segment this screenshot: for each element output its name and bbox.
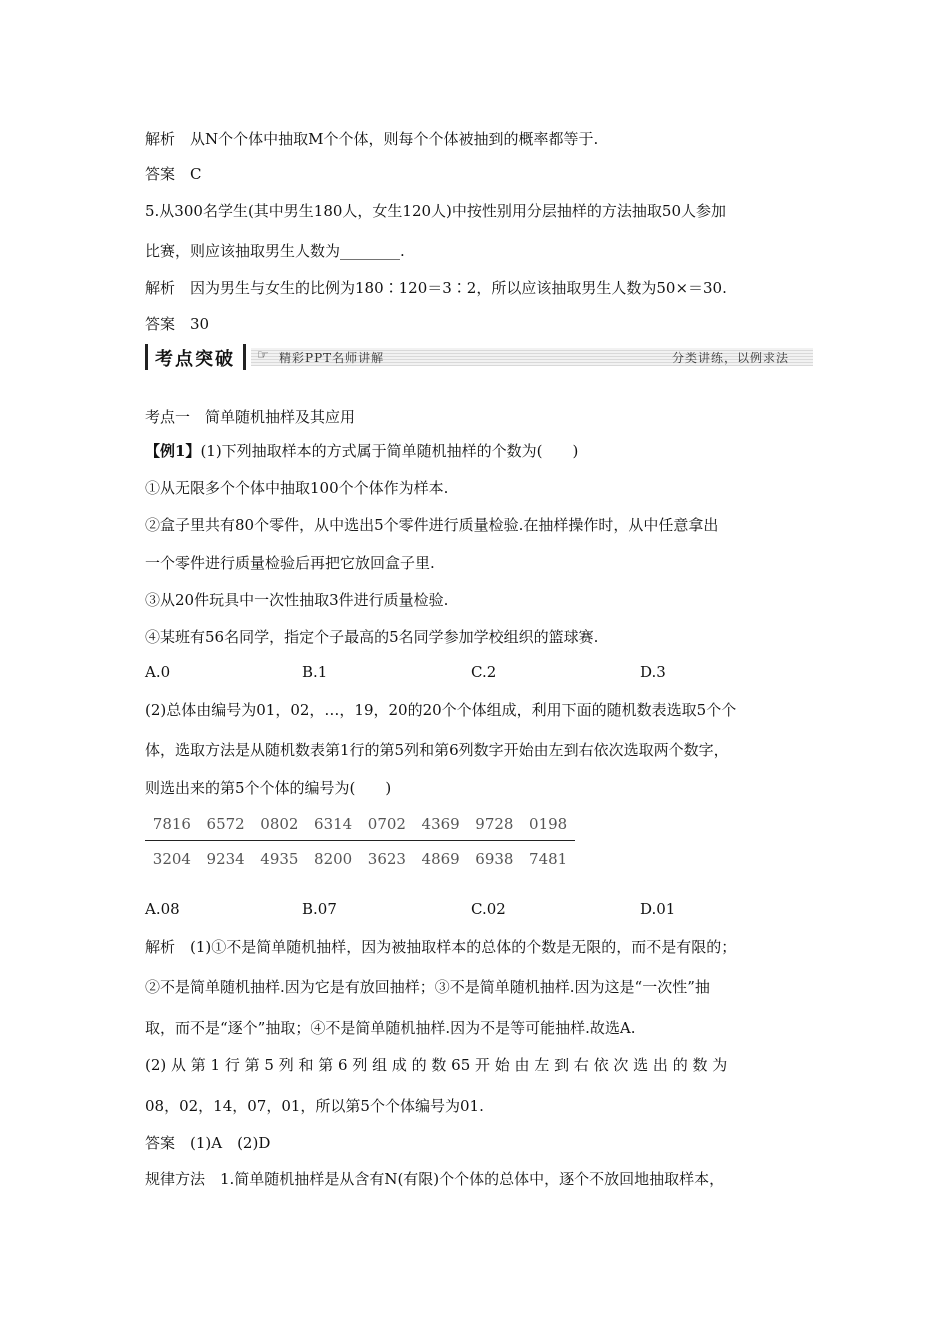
option-c: C.02: [471, 900, 506, 918]
table-cell: 6314: [314, 815, 353, 833]
list-item: ③从20件玩具中一次性抽取3件进行质量检验.: [145, 591, 449, 609]
table-cell: 0702: [367, 815, 406, 833]
banner-divider: [243, 344, 246, 370]
method-line: 规律方法 1.简单随机抽样是从含有N(有限)个个体的总体中，逐个不放回地抽取样本，: [145, 1170, 725, 1188]
list-item: ④某班有56名同学，指定个子最高的5名同学参加学校组织的篮球赛.: [145, 628, 599, 646]
table-cell: 4369: [421, 815, 460, 833]
section-banner: [145, 344, 813, 370]
example-question-1: [145, 441, 578, 461]
answer-line: 答案 C: [145, 165, 202, 183]
problem-5-line-1: 5.从300名学生(其中男生180人，女生120人)中按性别用分层抽样的方法抽取50人参加: [145, 202, 726, 220]
solution-line: 取，而不是“逐个”抽取；④不是简单随机抽样.因为不是等可能抽样.故选A.: [145, 1019, 636, 1037]
banner-bar: [145, 344, 148, 370]
table-cell: 0802: [260, 815, 299, 833]
table-cell: 7481: [529, 850, 568, 868]
table-cell: 7816: [152, 815, 191, 833]
explanation-line: 解析 从N个个体中抽取M个个体，则每个个体被抽到的概率都等于.: [145, 130, 599, 148]
table-cell: 6938: [475, 850, 514, 868]
answer-line: 答案 (1)A (2)D: [145, 1134, 271, 1152]
table-cell: 3204: [152, 850, 191, 868]
example-question-2-line-2: 体，选取方法是从随机数表第1行的第5列和第6列数字开始由左到右依次选取两个数字，: [145, 741, 729, 759]
table-cell: 4935: [260, 850, 299, 868]
section-heading: 考点一 简单随机抽样及其应用: [145, 408, 356, 426]
example-question-2-line-1: (2)总体由编号为01，02，…，19，20的20个个体组成，利用下面的随机数表选取5个个: [145, 701, 737, 719]
table-cell: 9728: [475, 815, 514, 833]
solution-line: 解析 (1)①不是简单随机抽样，因为被抽取样本的总体的个数是无限的，而不是有限的；: [145, 938, 737, 956]
problem-5-line-2: 比赛，则应该抽取男生人数为________.: [145, 242, 405, 260]
list-item: ①从无限多个个体中抽取100个个体作为样本.: [145, 479, 449, 497]
option-b: B.1: [302, 663, 328, 681]
option-d: D.01: [640, 900, 676, 918]
table-cell: 8200: [314, 850, 353, 868]
table-cell: 9234: [206, 850, 245, 868]
example-label: 【例1】: [145, 442, 201, 460]
option-d: D.3: [640, 663, 666, 681]
banner-subtitle: 精彩PPT名师讲解: [279, 351, 385, 365]
solution-line: 08，02，14，07，01，所以第5个个体编号为01.: [145, 1097, 484, 1115]
table-cell: 3623: [367, 850, 406, 868]
pointing-hand-icon: ☞: [257, 348, 269, 363]
explanation-line: 解析 因为男生与女生的比例为180∶120＝3∶2，所以应该抽取男生人数为50×＝30.: [145, 279, 727, 297]
answer-line: 答案 30: [145, 315, 210, 333]
table-row: [145, 812, 575, 836]
random-number-table: [145, 812, 575, 871]
option-a: A.0: [145, 663, 171, 681]
option-a: A.08: [145, 900, 180, 918]
example-question-text: (1)下列抽取样本的方式属于简单随机抽样的个数为( ): [200, 442, 579, 460]
list-item-continued: 一个零件进行质量检验后再把它放回盒子里.: [145, 554, 435, 572]
example-question-2-line-3: 则选出来的第5个个体的编号为( ): [145, 779, 392, 797]
list-item: ②盒子里共有80个零件，从中选出5个零件进行质量检验.在抽样操作时，从中任意拿出: [145, 516, 719, 534]
option-b: B.07: [302, 900, 337, 918]
solution-line: (2) 从 第 1 行 第 5 列 和 第 6 列 组 成 的 数 65 开 始 由 左 到 右 依 次 选 出 的 数 为: [145, 1056, 728, 1074]
option-c: C.2: [471, 663, 497, 681]
solution-line: ②不是简单随机抽样.因为它是有放回抽样；③不是简单随机抽样.因为这是“一次性”抽: [145, 978, 710, 996]
table-row: [145, 847, 575, 871]
banner-title: 考点突破: [155, 349, 235, 370]
banner-right-note: 分类讲练，以例求法: [671, 351, 789, 365]
table-cell: 6572: [206, 815, 245, 833]
table-cell: 0198: [529, 815, 568, 833]
table-cell: 4869: [421, 850, 460, 868]
table-divider: [145, 840, 575, 841]
